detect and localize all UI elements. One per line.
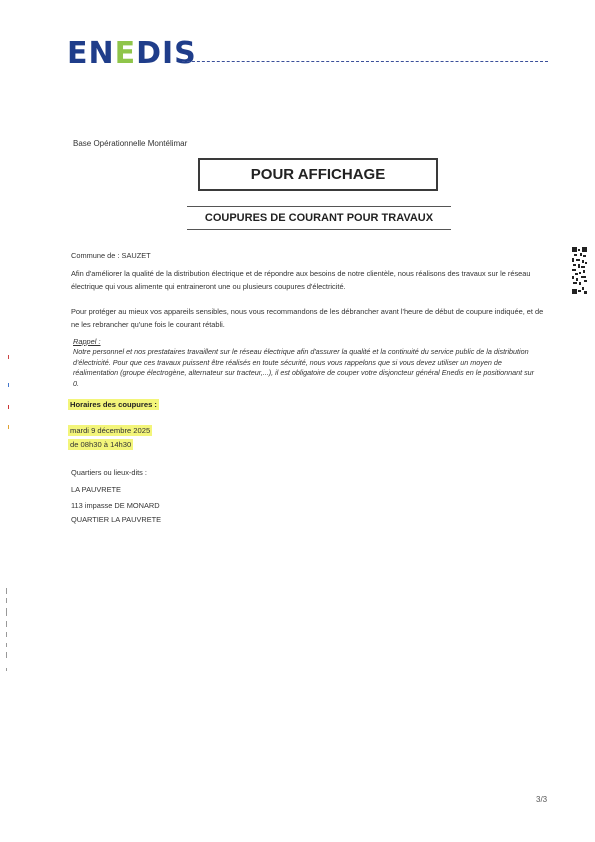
coupure-time: de 08h30 à 14h30 (70, 440, 132, 449)
quartier-item: LA PAUVRETE (71, 485, 121, 494)
rappel-body: Notre personnel et nos prestataires travaillent sur le réseau électrique afin d'assurer la qualité et la continuité du service public de la distribution d'électricité. Pour que ces travaux puissent être réalisés en toute sécurité, nous vous rappelons que si vous devez utiliser un moyen de réalimentation (groupe électrogène, alternateur sur tracteur,...), il est obligatoire de couper votre disjoncteur général Enedis en le positionnant sur 0. (73, 347, 535, 388)
commune: Commune de : SAUZET (71, 251, 151, 260)
margin-scan-marks (3, 588, 11, 678)
advice-paragraph: Pour protéger au mieux vos appareils sensibles, nous vous recommandons de les débrancher avant l'heure de début de coupure indiquée, et de ne les rebrancher qu'une fois le courant rétabli. (71, 307, 544, 329)
page-subtitle: COUPURES DE COURANT POUR TRAVAUX (204, 212, 434, 224)
coupure-date: mardi 9 décembre 2025 (70, 426, 151, 435)
qr-code-icon (572, 247, 587, 294)
header-rule (182, 61, 548, 62)
margin-color-marks (7, 355, 11, 435)
horaires-label: Horaires des coupures : (70, 400, 157, 409)
page-number: 3/3 (536, 795, 548, 804)
quartier-item: QUARTIER LA PAUVRETE (71, 515, 162, 524)
page-title: POUR AFFICHAGE (250, 166, 386, 183)
base-operationnelle: Base Opérationnelle Montélimar (73, 139, 188, 148)
title-box (198, 158, 438, 191)
quartier-item: 113 impasse DE MONARD (71, 501, 160, 510)
quartiers-label: Quartiers ou lieux-dits : (71, 468, 147, 477)
enedis-logo: ENEDIS (67, 36, 197, 71)
subtitle-box (187, 206, 451, 230)
rappel-title: Rappel : (73, 337, 101, 346)
intro-paragraph: Afin d'améliorer la qualité de la distribution électrique et de répondre aux besoins de notre clientèle, nous réalisons des travaux sur le réseau électrique qui vous alimente qui entraineront une ou plusieurs coupures d'électricité. (71, 269, 531, 291)
